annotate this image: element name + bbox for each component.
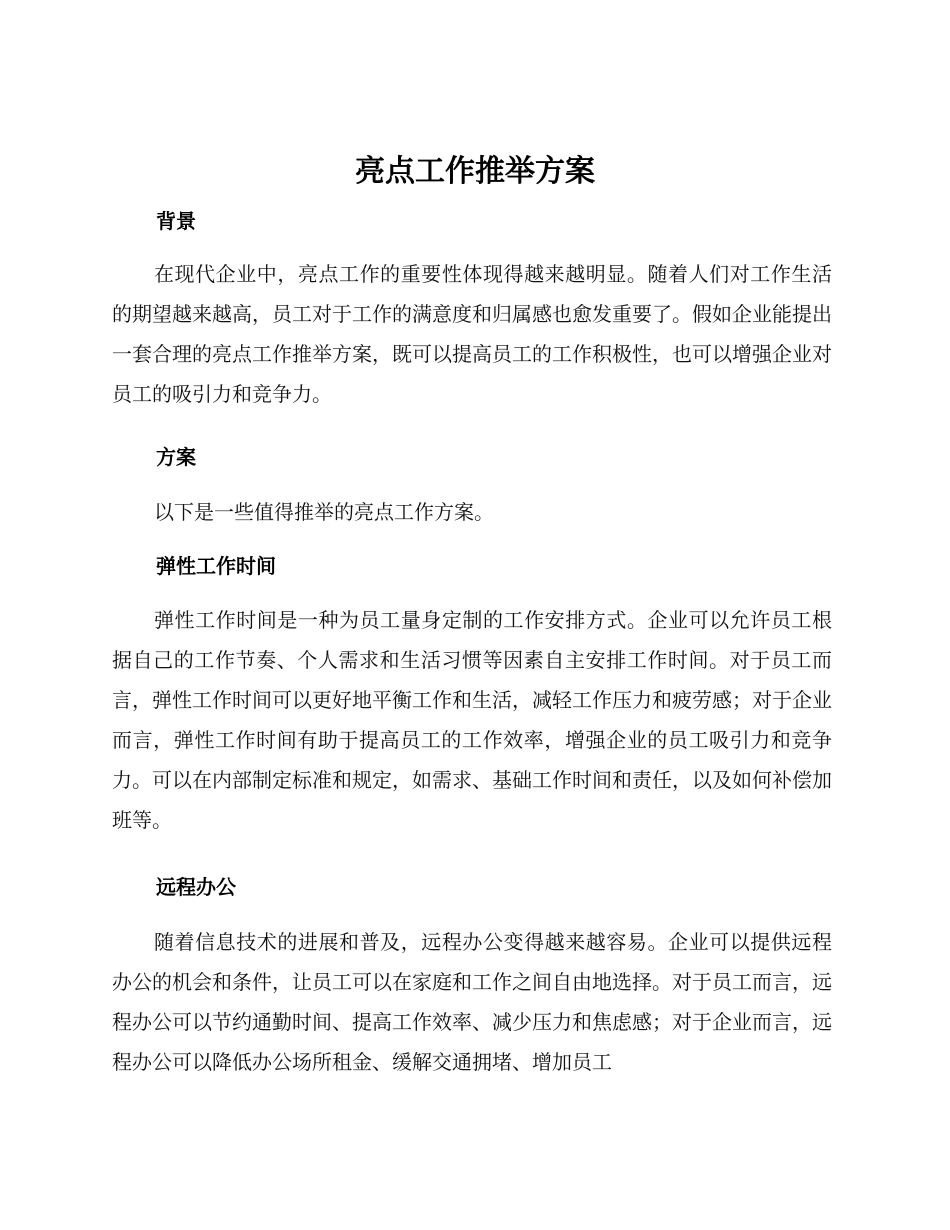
section-paragraph-remote-work: 随着信息技术的进展和普及，远程办公变得越来越容易。企业可以提供远程办公的机会和条件，让员工可以在家庭和工作之间自由地选择。对于员工而言，远程办公可以节约通勤时间、提高工作效率、减少压力和焦虑感；对于企业而言，远程办公可以降低办公场所租金、缓解交通拥堵、增加员工 bbox=[112, 930, 832, 1074]
section-paragraph-plan: 以下是一些值得推举的亮点工作方案。 bbox=[154, 500, 494, 524]
section-heading-flexible-hours: 弹性工作时间 bbox=[156, 554, 276, 578]
section-paragraph-background: 在现代企业中，亮点工作的重要性体现得越来越明显。随着人们对工作生活的期望越来越高，员工对于工作的满意度和归属感也愈发重要了。假如企业能提出一套合理的亮点工作推举方案，既可以提高员工的工作积极性，也可以增强企业对员工的吸引力和竞争力。 bbox=[112, 262, 832, 406]
document-title: 亮点工作推举方案 bbox=[355, 154, 595, 189]
section-paragraph-flexible-hours: 弹性工作时间是一种为员工量身定制的工作安排方式。企业可以允许员工根据自己的工作节奏、个人需求和生活习惯等因素自主安排工作时间。对于员工而言，弹性工作时间可以更好地平衡工作和生活，减轻工作压力和疲劳感；对于企业而言，弹性工作时间有助于提高员工的工作效率，增强企业的员工吸引力和竞争力。可以在内部制定标准和规定，如需求、基础工作时间和责任，以及如何补偿加班等。 bbox=[112, 608, 832, 832]
section-heading-remote-work: 远程办公 bbox=[156, 875, 236, 899]
section-heading-plan: 方案 bbox=[156, 445, 196, 469]
section-heading-background: 背景 bbox=[156, 209, 196, 233]
